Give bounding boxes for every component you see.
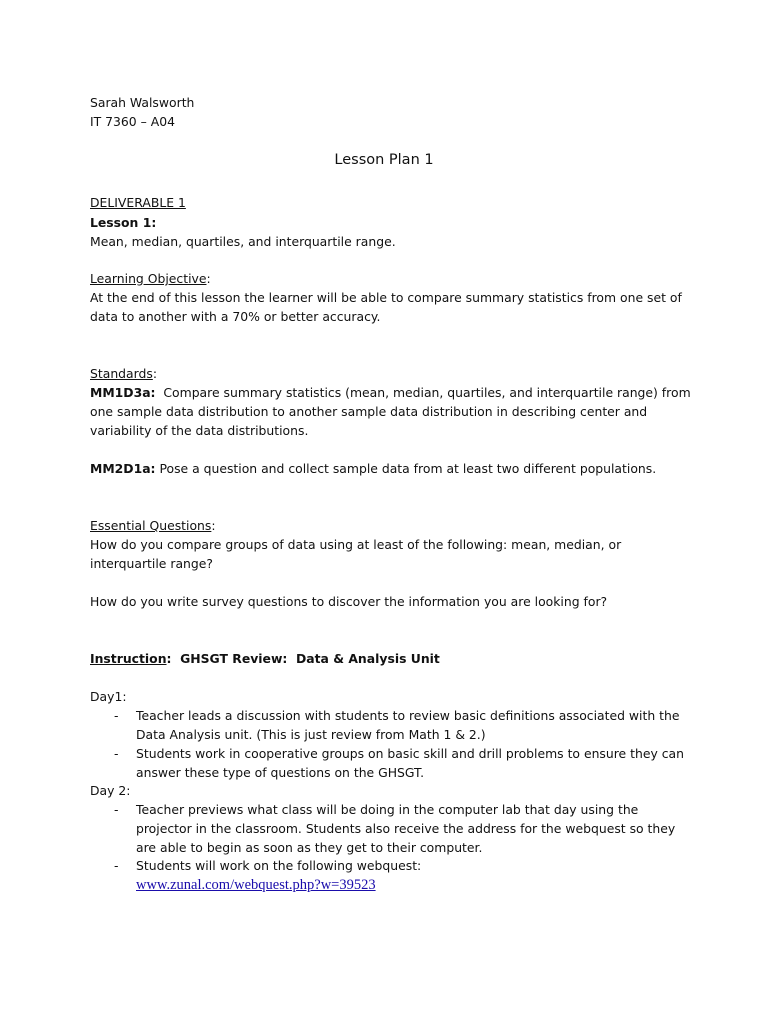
objective-heading — [90, 269, 211, 288]
day2-label: Day 2: — [90, 783, 131, 798]
standard-text-line: variability of the data distributions. — [90, 423, 309, 438]
objective-line: data to another with a 70% or better accuracy. — [90, 309, 381, 324]
standard-text: Compare summary statistics (mean, median, quartiles, and interquartile range) from — [155, 385, 691, 400]
lesson-topic: Mean, median, quartiles, and interquartile range. — [90, 234, 396, 249]
standard-text: Pose a question and collect sample data from at least two different populations. — [155, 461, 657, 476]
standard-mm1d3a — [90, 383, 691, 402]
bullet-dash: - — [114, 858, 119, 873]
standard-text-line: one sample data distribution to another sample data distribution in describing center and — [90, 404, 648, 419]
list-item-line: Teacher previews what class will be doing in the computer lab that day using the — [136, 802, 639, 817]
question-line: interquartile range? — [90, 556, 213, 571]
instruction-heading — [90, 649, 440, 668]
lesson-label: Lesson 1: — [90, 215, 157, 230]
list-item-line: Students work in cooperative groups on basic skill and drill problems to ensure they can — [136, 746, 684, 761]
list-item-line: projector in the classroom. Students also receive the address for the webquest so they — [136, 821, 676, 836]
deliverable-label: DELIVERABLE 1 — [90, 195, 186, 210]
objective-line: At the end of this lesson the learner will be able to compare summary statistics from one set of — [90, 290, 682, 305]
course-code: IT 7360 – A04 — [90, 114, 176, 129]
instruction-rest: : GHSGT Review: Data & Analysis Unit — [166, 651, 440, 666]
standard-code: MM2D1a: — [90, 461, 156, 476]
list-item-line: Data Analysis unit. (This is just review from Math 1 & 2.) — [136, 727, 486, 742]
objective-colon: : — [206, 271, 211, 286]
objective-heading-text: Learning Objective — [90, 271, 207, 286]
list-item-line: Teacher leads a discussion with students to review basic definitions associated with the — [136, 708, 680, 723]
question-line: How do you compare groups of data using at least of the following: mean, median, or — [90, 537, 622, 552]
day1-label: Day1: — [90, 689, 127, 704]
standards-colon: : — [152, 366, 158, 381]
bullet-dash: - — [114, 708, 119, 723]
standards-heading — [90, 364, 157, 383]
standard-mm2d1a — [90, 459, 656, 478]
document-title: Lesson Plan 1 — [334, 152, 434, 168]
list-item-line: are able to begin as soon as they get to their computer. — [136, 840, 483, 855]
instruction-heading-text: Instruction — [90, 651, 167, 666]
author-name: Sarah Walsworth — [90, 95, 195, 110]
question-line: How do you write survey questions to discover the information you are looking for? — [90, 594, 608, 609]
questions-heading — [90, 516, 216, 535]
webquest-link[interactable]: www.zunal.com/webquest.php?w=39523 — [136, 877, 376, 893]
standard-code: MM1D3a: — [90, 385, 156, 400]
bullet-dash: - — [114, 746, 119, 761]
list-item-line: answer these type of questions on the GHSGT. — [136, 765, 425, 780]
standards-heading-text: Standards — [90, 366, 153, 381]
questions-colon: : — [211, 518, 216, 533]
bullet-dash: - — [114, 802, 119, 817]
list-item-line: Students will work on the following webquest: — [136, 858, 422, 873]
questions-heading-text: Essential Questions — [90, 518, 212, 533]
